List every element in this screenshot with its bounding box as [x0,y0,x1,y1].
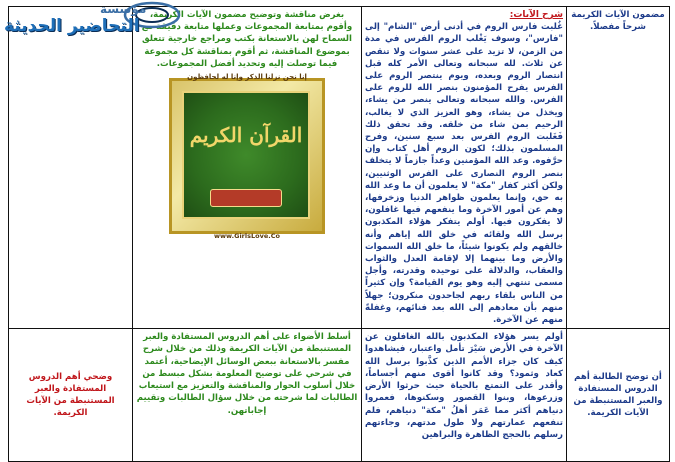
table-row [9,329,670,462]
evaluation-text: وضحي أهم الدروس المستفادة والعبر المستنبطة من الآيات الكريمة. [26,371,115,419]
procedure-cell [133,7,362,329]
objective-text: مضمون الآيات الكريمة شرحاً مفصلاً. [571,10,665,33]
logo-org-word: مؤسسة [100,2,147,16]
image-watermark-url: www.GirlsLove.Co [214,231,280,240]
quran-cover-panel [182,91,310,219]
procedure-text: بغرض مناقشة وتوضيح مضمون الآيات الكريمة، وأقوم بمتابعة المجموعات وعملها متابعة دقيقة مع السماح لهن بالاستعانة بكتب ومراجع خارجية تتعلق بموضوع المناقشة، ثم أقوم بمناقشة كل مجموعة فيما توصلت إليه وتحديد أفضل المجموعات. [141,10,353,69]
content-body: غُلبت فارس الروم في أدنى أرض "الشام" إلى "فارس"، وسوف يَغْلب الروم الفرس في مدة من الزمن، لا تزيد على عشر سنوات ولا تنقص عن ثلاث. لله سبحانه وتعالى الأمر كله قبل انتصار الروم وبعده، ويوم ينتصر الروم على الفرس يفرح المؤمنون بنصر الله للروم على الفرس. والله سبحانه وتعالى ينصر من يشاء، ويخذل من يشاء، وهو العزيز الذي لا يغالب، الرحيم بمن شاء من خلقه. وقد تحقق ذلك فَغَلبت الروم الفرس بعد سبع سنين، وفرح المسلمون بذلك؛ لكون الروم أهل كتاب وإن حرَّفوه. وعد الله المؤمنين وعداً جازماً لا يتخلف بنصر الروم النصارى على الفرس الوثنيين، ولكن أكثر كفار "مكة" لا يعلمون أن ما وعد الله به حق، وإنما يعلمون ظواهر الدنيا وزخرفها، وهم عن أمور الآخرة وما ينفعهم فيها غافلون، لا يفكرون فيها. أولم يتفكر هؤلاء المكذبون برسل الله ولقائه في خلق الله إياهم وأنه خالقهم ولم يكونوا شيئاً، ما خلق الله السموات والأرض وما بينهما إلا لإقامة العدل والثواب والعقاب، والدلالة على توحيده وقدرته، وأجل مسمى تنتهي إليه وهو يوم القيامة؟ وإن كثيراً من الناس بلقاء ربهم لجاحدون منكرون؛ جهلاً منهم بأن معادهم إلى الله بعد فنائهم، وغفلةً منهم عن الآخرة. [365,22,563,326]
procedure-text: أسلط الأضواء على أهم الدروس المستفادة والعبر المستنبطة من الآيات الكريمة وذلك من خلال شرح مفسر بالاستعانة ببعض الوسائل الإيضاحية، أعتمد في شرحي على توضيح المعلومة بشكل مبسط من خلال أسلوب الحوار والمناقشة والتعزيز مع استيعاب الطالبات لما شرحته من خلال سؤال الطالبات وتقييم إجاباتهن. [136,332,358,416]
content-body: أولم يسر هؤلاء المكذبون بالله الغافلون عن الآخرة في الأرض سَيْرَ تأمل واعتبار، فيشاهدوا كيف كان جزاء الأمم الذين كذَّبوا برسل الله كعاد وثمود؟ وقد كانوا أقوى منهم أجساماً، وأقدر على التمتع بالحياة حيث حرثوا الأرض وزرعوها، وبنوا القصور وسكنوها، فعمروا دنياهم أكثر مما عَمَر أهلُ "مكة" دنياهم، فلم تنفعهم عمارتهم ولا طول مدتهم، وجاءتهم رسلهم بالحجج الظاهرة والبراهين [365,332,563,440]
logo-name: التحاضير الحديثة [4,16,140,36]
objective-text: أن توضح الطالبة أهم الدروس المستفادة والعبر المستنبطة من الآيات الكريمة. [573,371,663,419]
evaluation-cell [9,7,133,329]
procedure-cell [133,329,362,462]
table-row [9,7,670,329]
logo [4,2,184,46]
quran-verse-text: إنا نحن نزلنا الذكر وإنا له لحافظون [187,73,307,82]
content-heading: شرح الآيات: [509,10,563,20]
content-cell [362,7,567,329]
objective-cell [567,329,670,462]
quran-cover-image [169,73,325,240]
book-icon [210,189,282,207]
evaluation-cell [9,329,133,462]
quran-title: القرآن الكريم [189,123,303,148]
lesson-plan-table [8,6,670,462]
objective-cell [567,7,670,329]
content-cell [362,329,567,462]
